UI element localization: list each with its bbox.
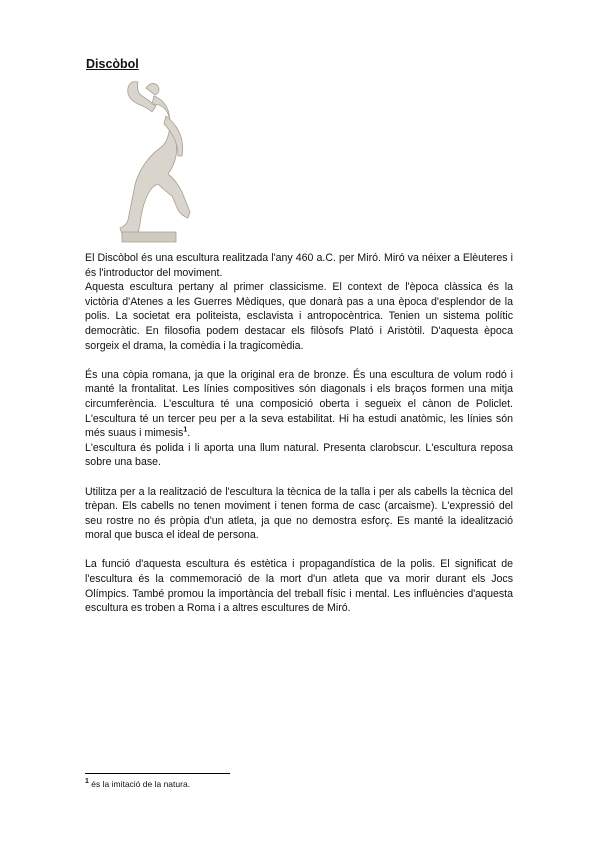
document-title: Discòbol	[86, 57, 139, 71]
paragraph: El Discòbol és una escultura realitzada l'any 460 a.C. per Miró. Miró va néixer a Elèuteres i és l'introductor del moviment.	[85, 252, 513, 279]
paragraph: Utilitza per a la realització de l'escultura la tècnica de la talla i per als cabells la tècnica del trèpan. Els cabells no tenen moviment i tenen forma de casc (arcaisme). L'expressió del seu rostre no és pròpia d'un atleta, ja que no demostra esforç. Es manté la idealització moral que busca el ideal de persona.	[85, 485, 513, 542]
footnote-text: és la imitació de la natura.	[91, 779, 191, 789]
footnote	[85, 779, 190, 789]
footnote-marker: 1	[85, 778, 89, 786]
footnote-separator	[85, 773, 230, 774]
footnote-reference[interactable]: 1	[183, 426, 188, 434]
paragraph-text: És una còpia romana, ja que la original era de bronze. És una escultura de volum rodó i manté la frontalitat. Les línies compositives són diagonals i els braços formen una mitja circumferència. L'escultura té una composició oberta i segueix el cànon de Policlet. L'escultura té un tercer peu per a la seva estabilitat. Hi ha estudi anatòmic, les línies són més suaus i mimesis	[85, 368, 513, 440]
discobolus-statue-image	[108, 76, 204, 248]
paragraph: La funció d'aquesta escultura és estètica i propagandística de la polis. El significat de l'escultura és la commemoració de la mort d'un atleta que va morir durant els Jocs Olímpics. També promou la importància del treball físic i mental. Les influències d'aquesta escultura es troben a Roma i a altres escultures de Miró.	[85, 558, 513, 615]
paragraph: Aquesta escultura pertany al primer classicisme. El context de l'època clàssica és la victòria d'Atenes a les Guerres Mèdiques, que donarà pas a una època d'esplendor de la polis. La societat era politeista, esclavista i antropocèntrica. Tenien un sistema polític democràtic. En filosofia podem destacar els filòsofs Plató i Aristòtil. D'aquesta època sorgeix el drama, la comèdia i la tragicomèdia.	[85, 281, 513, 352]
paragraph: És una còpia romana, ja que la original era de bronze. És una escultura de volum rodó i manté la frontalitat. Les línies compositives són diagonals i els braços formen una mitja circumferència. L'escultura té una composició oberta i segueix el cànon de Policlet. L'escultura té un tercer peu per a la seva estabilitat. Hi ha estudi anatòmic, les línies són més suaus i mimesis$^1$.	[85, 368, 513, 440]
paragraph: L'escultura és polida i li aporta una llum natural. Presenta clarobscur. L'escultura reposa sobre una base.	[85, 441, 513, 469]
document-body	[85, 251, 513, 616]
